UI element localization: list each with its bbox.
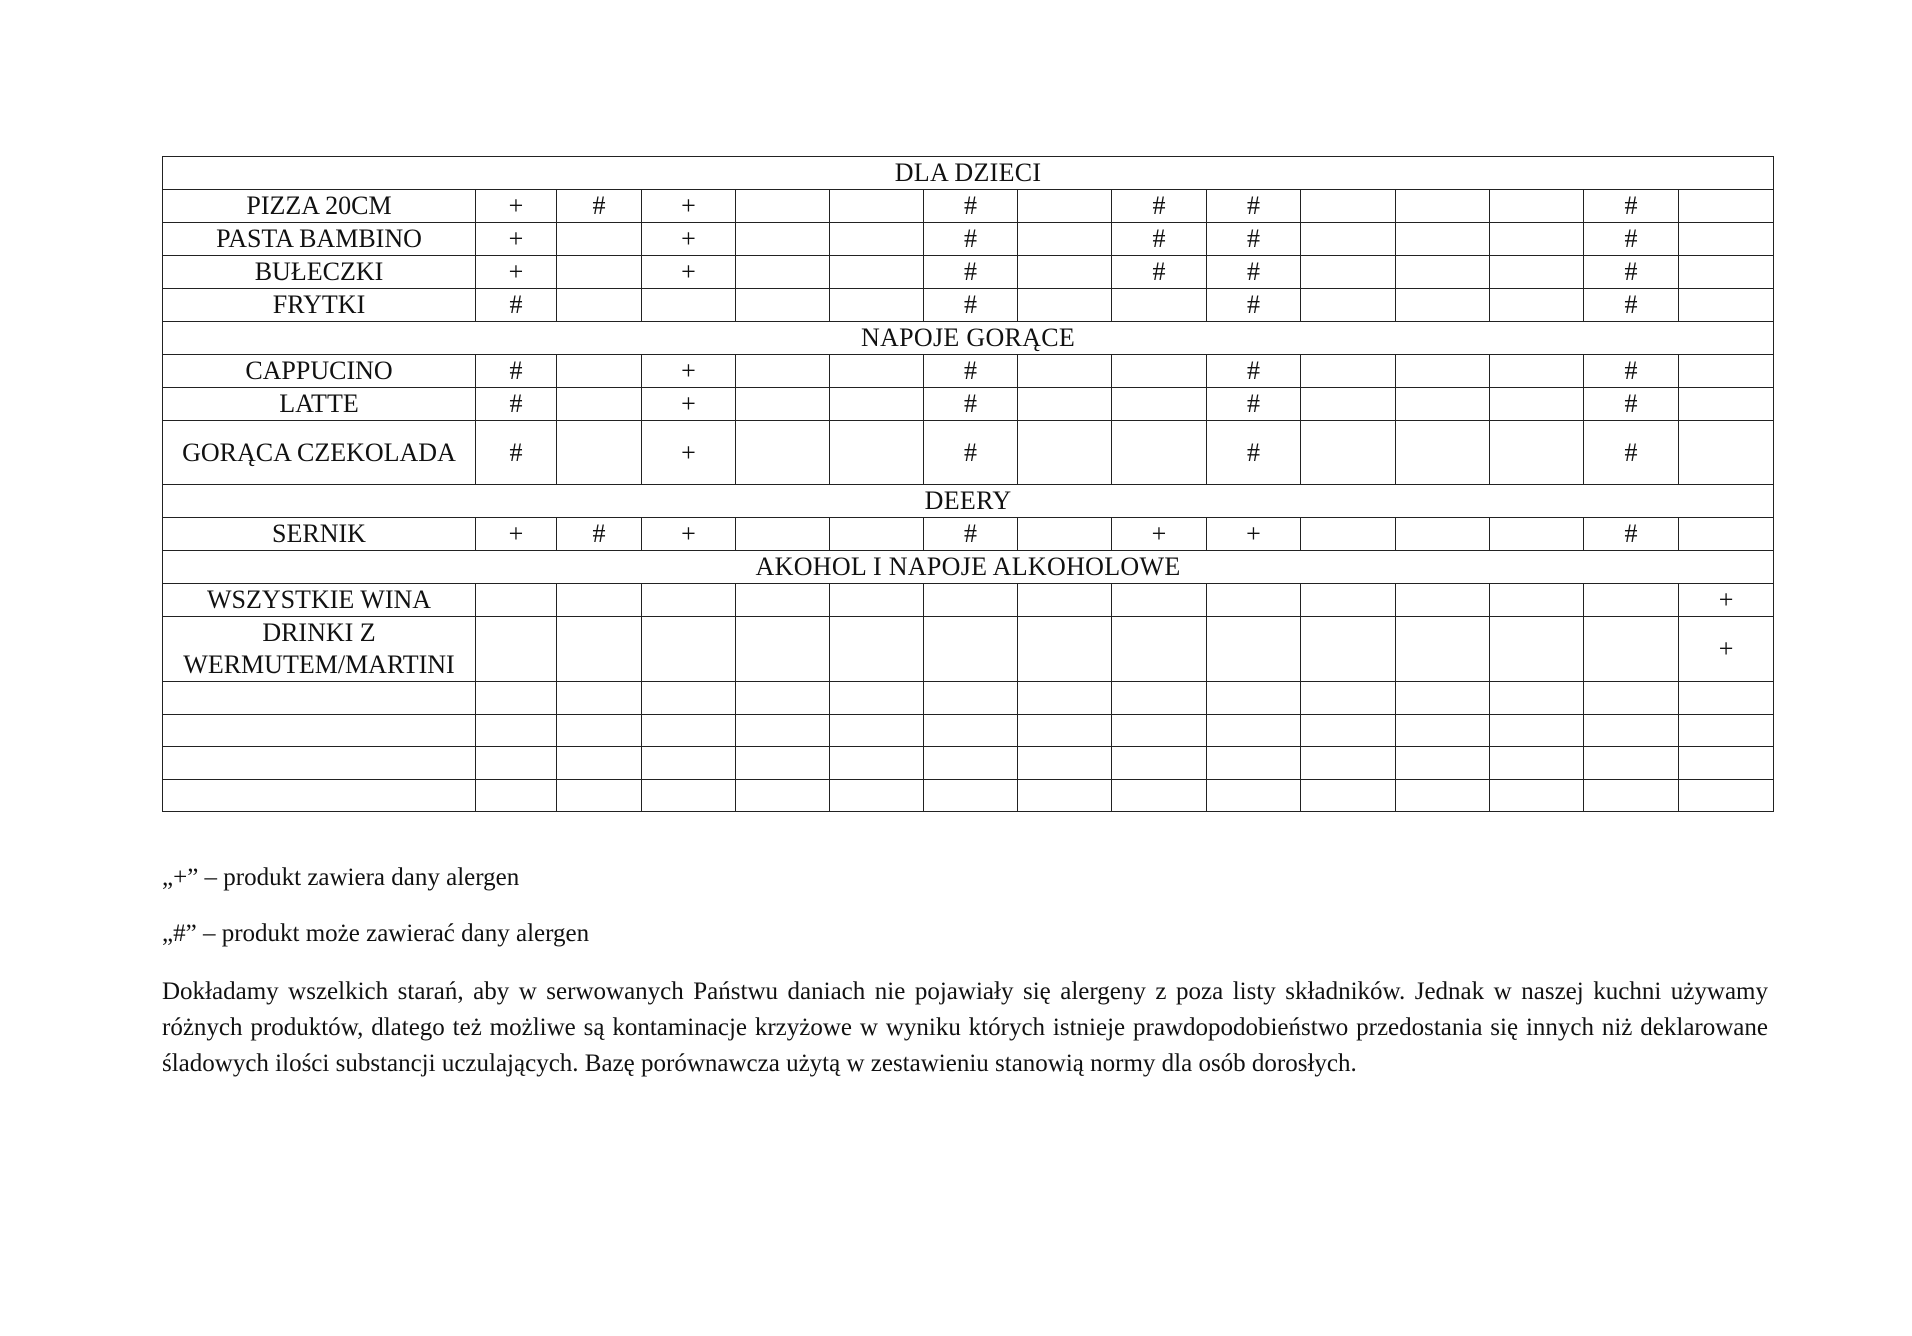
allergen-cell — [1679, 747, 1774, 780]
allergen-cell — [1679, 388, 1774, 421]
allergen-cell: # — [1584, 518, 1679, 551]
allergen-cell — [830, 617, 924, 682]
allergen-cell — [1679, 682, 1774, 715]
allergen-cell — [1301, 779, 1396, 812]
allergen-cell — [1207, 779, 1301, 812]
allergen-cell — [1018, 617, 1112, 682]
allergen-cell — [1112, 747, 1207, 780]
allergen-cell: + — [642, 190, 736, 223]
allergen-cell: + — [642, 223, 736, 256]
allergen-cell — [1396, 223, 1490, 256]
allergen-cell: + — [1207, 518, 1301, 551]
table-row — [163, 779, 1774, 812]
allergen-cell — [1112, 388, 1207, 421]
section-row — [163, 551, 1774, 584]
allergen-cell — [736, 747, 830, 780]
allergen-cell — [557, 388, 642, 421]
allergen-cell — [1679, 223, 1774, 256]
allergen-cell — [1112, 421, 1207, 485]
allergen-cell — [1301, 388, 1396, 421]
allergen-cell — [736, 584, 830, 617]
section-header: DLA DZIECI — [163, 157, 1774, 190]
allergen-cell — [642, 779, 736, 812]
allergen-cell — [736, 289, 830, 322]
table-row — [163, 388, 1774, 421]
allergen-cell: # — [1207, 388, 1301, 421]
allergen-cell — [476, 584, 557, 617]
allergen-cell — [1112, 714, 1207, 747]
allergen-cell — [1679, 779, 1774, 812]
allergen-cell — [1396, 388, 1490, 421]
allergen-cell — [1490, 223, 1584, 256]
table-row — [163, 518, 1774, 551]
allergen-cell — [1301, 355, 1396, 388]
allergen-cell — [1112, 289, 1207, 322]
allergen-cell — [1018, 289, 1112, 322]
product-name — [163, 714, 476, 747]
allergen-cell — [736, 714, 830, 747]
allergen-cell — [736, 682, 830, 715]
allergen-cell — [1018, 421, 1112, 485]
allergen-cell: # — [924, 256, 1018, 289]
allergen-cell — [557, 223, 642, 256]
allergen-cell — [1679, 714, 1774, 747]
allergen-cell — [642, 747, 736, 780]
allergen-cell: # — [1584, 289, 1679, 322]
allergen-table — [162, 156, 1774, 812]
table-row — [163, 355, 1774, 388]
allergen-cell — [557, 682, 642, 715]
allergen-cell — [1207, 714, 1301, 747]
allergen-cell — [1679, 289, 1774, 322]
table-row — [163, 584, 1774, 617]
product-name: FRYTKI — [163, 289, 476, 322]
allergen-cell — [736, 617, 830, 682]
allergen-cell: # — [557, 518, 642, 551]
allergen-cell: + — [642, 518, 736, 551]
allergen-cell: # — [1112, 190, 1207, 223]
allergen-cell: # — [924, 223, 1018, 256]
product-name: PIZZA 20CM — [163, 190, 476, 223]
allergen-cell — [1207, 617, 1301, 682]
allergen-cell — [830, 190, 924, 223]
allergen-cell — [1490, 747, 1584, 780]
allergen-cell — [1301, 714, 1396, 747]
allergen-cell — [1207, 584, 1301, 617]
allergen-cell — [830, 223, 924, 256]
allergen-cell — [830, 421, 924, 485]
allergen-cell — [1490, 421, 1584, 485]
product-name: GORĄCA CZEKOLADA — [163, 421, 476, 485]
allergen-cell — [476, 682, 557, 715]
allergen-cell: + — [476, 518, 557, 551]
allergen-cell — [557, 421, 642, 485]
section-header: NAPOJE GORĄCE — [163, 322, 1774, 355]
allergen-cell — [1018, 584, 1112, 617]
allergen-cell — [642, 617, 736, 682]
allergen-cell — [830, 584, 924, 617]
allergen-cell — [830, 289, 924, 322]
allergen-cell: # — [1584, 388, 1679, 421]
allergen-cell — [1490, 779, 1584, 812]
allergen-cell: # — [924, 355, 1018, 388]
allergen-cell — [1018, 747, 1112, 780]
allergen-cell — [1301, 190, 1396, 223]
allergen-cell — [1584, 714, 1679, 747]
allergen-cell — [1018, 714, 1112, 747]
allergen-cell — [557, 256, 642, 289]
section-row — [163, 322, 1774, 355]
allergen-cell — [736, 518, 830, 551]
allergen-cell — [476, 747, 557, 780]
allergen-cell — [1301, 584, 1396, 617]
allergen-cell — [1584, 682, 1679, 715]
allergen-cell — [1679, 421, 1774, 485]
allergen-cell — [1301, 682, 1396, 715]
allergen-cell — [1679, 355, 1774, 388]
product-name — [163, 747, 476, 780]
allergen-cell: + — [1679, 617, 1774, 682]
allergen-cell — [1584, 617, 1679, 682]
table-row — [163, 289, 1774, 322]
product-name: DRINKI Z WERMUTEM/MARTINI — [163, 617, 476, 682]
product-name: WSZYSTKIE WINA — [163, 584, 476, 617]
allergen-cell: + — [476, 190, 557, 223]
allergen-cell — [1679, 190, 1774, 223]
allergen-cell — [1396, 617, 1490, 682]
allergen-cell — [1490, 617, 1584, 682]
allergen-cell — [1018, 355, 1112, 388]
allergen-cell — [1490, 289, 1584, 322]
allergen-cell — [736, 223, 830, 256]
allergen-cell — [736, 190, 830, 223]
allergen-cell — [830, 388, 924, 421]
allergen-cell: # — [1207, 289, 1301, 322]
allergen-cell — [736, 388, 830, 421]
allergen-cell — [1679, 256, 1774, 289]
allergen-cell: + — [642, 355, 736, 388]
allergen-cell — [557, 584, 642, 617]
section-header: DEERY — [163, 485, 1774, 518]
allergen-cell: # — [476, 355, 557, 388]
allergen-cell: + — [476, 256, 557, 289]
allergen-cell: # — [1112, 256, 1207, 289]
section-row — [163, 157, 1774, 190]
allergen-cell: # — [1207, 355, 1301, 388]
product-name — [163, 682, 476, 715]
allergen-cell — [1301, 617, 1396, 682]
allergen-cell — [1112, 584, 1207, 617]
allergen-cell — [830, 682, 924, 715]
allergen-cell — [1396, 256, 1490, 289]
allergen-cell: # — [557, 190, 642, 223]
table-row — [163, 421, 1774, 485]
allergen-cell — [830, 256, 924, 289]
allergen-cell — [1396, 190, 1490, 223]
allergen-cell — [1301, 256, 1396, 289]
allergen-cell — [924, 584, 1018, 617]
allergen-cell — [830, 355, 924, 388]
allergen-cell: # — [476, 388, 557, 421]
allergen-cell: # — [476, 421, 557, 485]
allergen-cell — [557, 747, 642, 780]
allergen-cell — [1396, 289, 1490, 322]
allergen-cell — [830, 779, 924, 812]
allergen-cell — [1112, 617, 1207, 682]
allergen-cell — [476, 779, 557, 812]
notes-section — [162, 862, 1768, 1082]
product-name: CAPPUCINO — [163, 355, 476, 388]
allergen-cell — [1490, 355, 1584, 388]
allergen-cell — [1301, 421, 1396, 485]
product-name: BUŁECZKI — [163, 256, 476, 289]
allergen-cell — [1490, 518, 1584, 551]
table-row — [163, 190, 1774, 223]
product-name: LATTE — [163, 388, 476, 421]
allergen-cell — [476, 714, 557, 747]
allergen-cell — [1301, 518, 1396, 551]
disclaimer-paragraph: Dokładamy wszelkich starań, aby w serwowanych Państwu daniach nie pojawiały się alergeny z poza listy składników. Jednak w naszej kuchni używamy różnych produktów, dlatego też możliwe są kontaminacje krzyżowe w wyniku których istnieje prawdopodobieństwo przedostania się innych niż deklarowane śladowych ilości substancji uczulających. Bazę porównawcza użytą w zestawieniu stanowią normy dla osób dorosłych. — [162, 978, 1768, 1077]
allergen-cell — [736, 421, 830, 485]
allergen-cell — [924, 714, 1018, 747]
allergen-cell: # — [1112, 223, 1207, 256]
allergen-cell — [557, 714, 642, 747]
allergen-cell — [1396, 355, 1490, 388]
allergen-cell: + — [642, 256, 736, 289]
allergen-cell — [1112, 355, 1207, 388]
allergen-cell — [924, 617, 1018, 682]
section-header: AKOHOL I NAPOJE ALKOHOLOWE — [163, 551, 1774, 584]
allergen-cell — [736, 355, 830, 388]
allergen-cell: # — [1207, 256, 1301, 289]
table-row — [163, 223, 1774, 256]
allergen-cell: + — [1112, 518, 1207, 551]
allergen-cell — [1396, 747, 1490, 780]
legend-may-contain: „#” – produkt może zawierać dany alergen — [162, 920, 590, 947]
allergen-cell — [1301, 223, 1396, 256]
allergen-cell — [1018, 518, 1112, 551]
allergen-cell — [924, 682, 1018, 715]
allergen-cell — [1018, 256, 1112, 289]
allergen-cell — [1207, 747, 1301, 780]
allergen-cell — [1679, 518, 1774, 551]
allergen-cell — [1396, 779, 1490, 812]
allergen-cell: # — [476, 289, 557, 322]
allergen-cell — [1396, 421, 1490, 485]
allergen-cell — [1490, 190, 1584, 223]
allergen-cell — [1396, 518, 1490, 551]
allergen-cell — [1584, 779, 1679, 812]
allergen-cell — [557, 289, 642, 322]
allergen-cell: + — [1679, 584, 1774, 617]
allergen-cell — [476, 617, 557, 682]
table-row — [163, 256, 1774, 289]
allergen-cell: # — [1584, 256, 1679, 289]
allergen-cell: # — [924, 388, 1018, 421]
allergen-cell: # — [924, 289, 1018, 322]
allergen-cell — [1207, 682, 1301, 715]
allergen-cell — [1018, 682, 1112, 715]
allergen-cell — [642, 682, 736, 715]
allergen-cell — [830, 714, 924, 747]
allergen-cell: + — [642, 388, 736, 421]
allergen-cell: # — [1207, 190, 1301, 223]
table-row — [163, 617, 1774, 682]
allergen-table-body — [163, 157, 1774, 812]
allergen-cell — [557, 779, 642, 812]
product-name — [163, 779, 476, 812]
allergen-cell — [1490, 256, 1584, 289]
allergen-cell — [1584, 747, 1679, 780]
legend-contains: „+” – produkt zawiera dany alergen — [162, 864, 520, 891]
allergen-cell: + — [476, 223, 557, 256]
allergen-cell: # — [1584, 190, 1679, 223]
allergen-cell: # — [1584, 223, 1679, 256]
table-row — [163, 747, 1774, 780]
allergen-cell — [736, 256, 830, 289]
allergen-cell — [1301, 747, 1396, 780]
allergen-cell — [1112, 682, 1207, 715]
allergen-cell — [1490, 388, 1584, 421]
table-row — [163, 682, 1774, 715]
section-row — [163, 485, 1774, 518]
allergen-cell: # — [1207, 223, 1301, 256]
allergen-cell — [1396, 682, 1490, 715]
allergen-cell — [642, 714, 736, 747]
allergen-cell: # — [1584, 421, 1679, 485]
allergen-cell — [1490, 682, 1584, 715]
allergen-cell — [1018, 779, 1112, 812]
allergen-cell: # — [1207, 421, 1301, 485]
allergen-cell — [1018, 190, 1112, 223]
allergen-cell — [924, 779, 1018, 812]
allergen-cell — [1490, 714, 1584, 747]
allergen-cell — [1112, 779, 1207, 812]
allergen-cell — [924, 747, 1018, 780]
allergen-cell — [736, 779, 830, 812]
allergen-cell — [1396, 584, 1490, 617]
product-name: SERNIK — [163, 518, 476, 551]
allergen-cell — [557, 617, 642, 682]
allergen-cell — [1018, 223, 1112, 256]
allergen-cell: # — [924, 421, 1018, 485]
allergen-cell: # — [1584, 355, 1679, 388]
allergen-cell — [557, 355, 642, 388]
allergen-cell: # — [924, 518, 1018, 551]
allergen-cell — [1301, 289, 1396, 322]
allergen-cell — [642, 289, 736, 322]
allergen-cell — [830, 747, 924, 780]
allergen-cell — [830, 518, 924, 551]
allergen-cell — [642, 584, 736, 617]
allergen-cell — [1018, 388, 1112, 421]
allergen-cell: # — [924, 190, 1018, 223]
allergen-cell — [1584, 584, 1679, 617]
allergen-cell: + — [642, 421, 736, 485]
allergen-cell — [1396, 714, 1490, 747]
table-row — [163, 714, 1774, 747]
product-name: PASTA BAMBINO — [163, 223, 476, 256]
allergen-cell — [1490, 584, 1584, 617]
